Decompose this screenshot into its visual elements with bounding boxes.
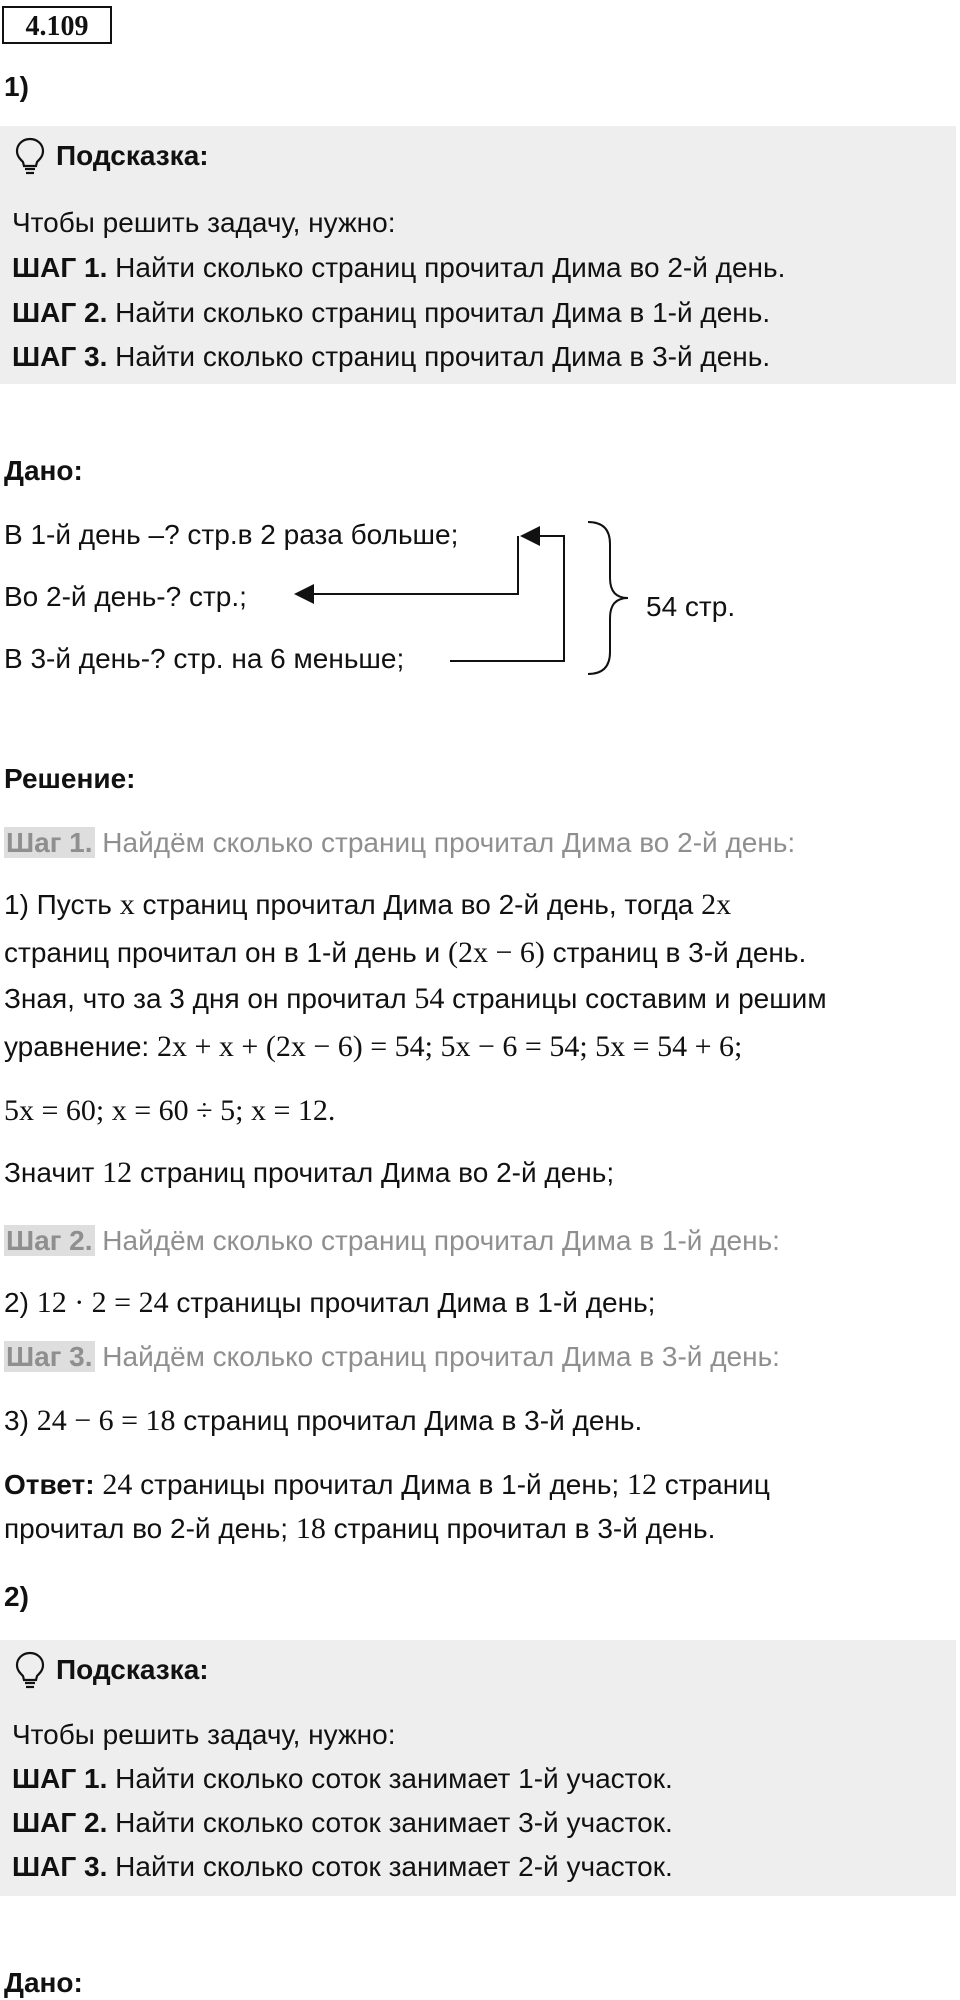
text-segment: Зная, что за 3 дня он прочитал xyxy=(4,983,415,1014)
math-segment: 18 xyxy=(295,1512,326,1545)
step-3-heading xyxy=(4,1340,780,1374)
answer-line-1 xyxy=(4,1468,770,1502)
solution-line-5: 5x = 60; x = 60 ÷ 5; x = 12. xyxy=(4,1094,336,1127)
part1-label: 1) xyxy=(4,71,29,102)
hint-step-text: Найти сколько соток занимает 1-й участок. xyxy=(107,1763,673,1794)
text-segment: страниц прочитал он в 1-й день и xyxy=(4,937,448,968)
hint-title: Подсказка: xyxy=(56,140,209,171)
lightbulb-icon xyxy=(14,136,46,176)
hint-step-text: Найти сколько страниц прочитал Дима в 1-й день. xyxy=(107,297,771,328)
answer-line-2 xyxy=(4,1512,715,1546)
given-line-2: Во 2-й день-? стр.; xyxy=(4,581,247,612)
hint-step-label: ШАГ 2. xyxy=(12,1807,108,1838)
hint-intro: Чтобы решить задачу, нужно: xyxy=(12,1719,396,1750)
text-segment: страницы прочитал Дима в 1-й день; xyxy=(168,1287,656,1318)
hint-intro: Чтобы решить задачу, нужно: xyxy=(12,207,396,238)
text-segment: Значит xyxy=(4,1157,103,1188)
math-segment: (2x − 6) xyxy=(447,936,545,969)
solution-line-4 xyxy=(4,1030,742,1064)
step-text: Найдём сколько страниц прочитал Дима во 2-й день: xyxy=(94,827,796,858)
part2-label: 2) xyxy=(4,1581,29,1612)
hint-step-text: Найти сколько страниц прочитал Дима в 3-й день. xyxy=(107,341,771,372)
math-segment: 24 xyxy=(102,1468,133,1501)
problem-number: 4.109 xyxy=(2,6,112,44)
lightbulb-icon xyxy=(14,1650,46,1690)
hint-step-label: ШАГ 3. xyxy=(12,341,108,372)
hint-step-2 xyxy=(12,1806,673,1840)
hint-step-text: Найти сколько страниц прочитал Дима во 2-й день. xyxy=(107,252,786,283)
answer-label: Ответ: xyxy=(4,1469,95,1500)
solution-line-2 xyxy=(4,936,806,970)
part2-given-title: Дано: xyxy=(4,1967,83,1998)
math-segment: x xyxy=(119,888,135,921)
math-segment: 2x xyxy=(701,888,732,921)
hint-step-text: Найти сколько соток занимает 2-й участок. xyxy=(107,1851,673,1882)
step-label: Шаг 1. xyxy=(6,827,93,858)
step-text: Найдём сколько страниц прочитал Дима в 1-й день: xyxy=(94,1225,780,1256)
text-segment: 2) xyxy=(4,1287,37,1318)
hint-step-label: ШАГ 1. xyxy=(12,1763,108,1794)
hint-step-1 xyxy=(12,1762,673,1796)
hint-title: Подсказка: xyxy=(56,1654,209,1685)
solution-line-8 xyxy=(4,1404,642,1438)
step-label: Шаг 3. xyxy=(6,1341,93,1372)
text-segment: страницы прочитал Дима в 1-й день; xyxy=(132,1469,627,1500)
hint-step-text: Найти сколько соток занимает 3-й участок. xyxy=(107,1807,673,1838)
math-segment: 12 · 2 = 24 xyxy=(36,1286,169,1319)
text-segment: страницы составим и решим xyxy=(444,983,827,1014)
hint-step-1 xyxy=(12,251,785,285)
text-segment: прочитал во 2-й день; xyxy=(4,1513,296,1544)
solution-line-1 xyxy=(4,888,731,922)
hint-step-3 xyxy=(12,340,770,374)
hint-step-2 xyxy=(12,296,770,330)
given-line-1: В 1-й день –? стр.в 2 раза больше; xyxy=(4,519,459,550)
math-segment: 24 − 6 = 18 xyxy=(36,1404,176,1437)
text-segment: страниц прочитал Дима во 2-й день; xyxy=(132,1157,615,1188)
math-segment: 2x + x + (2x − 6) = 54; 5x − 6 = 54; 5x = 54 + 6; xyxy=(156,1030,743,1063)
given-title: Дано: xyxy=(4,455,83,486)
step-text: Найдём сколько страниц прочитал Дима в 3-й день: xyxy=(94,1341,780,1372)
step-1-heading xyxy=(4,826,795,860)
hint-box-2 xyxy=(0,1640,956,1896)
hint-step-label: ШАГ 3. xyxy=(12,1851,108,1882)
hint-step-label: ШАГ 1. xyxy=(12,252,108,283)
text-segment: страниц прочитал в 3-й день. xyxy=(325,1513,716,1544)
solution-line-6 xyxy=(4,1156,614,1190)
text-segment: страниц xyxy=(656,1469,770,1500)
hint-step-label: ШАГ 2. xyxy=(12,297,108,328)
solution-title: Решение: xyxy=(4,763,136,794)
solution-line-7 xyxy=(4,1286,655,1320)
text-segment: уравнение: xyxy=(4,1031,157,1062)
step-2-heading xyxy=(4,1224,780,1258)
math-segment: 12 xyxy=(626,1468,657,1501)
text-segment: страниц в 3-й день. xyxy=(544,937,807,968)
math-segment: 12 xyxy=(102,1156,133,1189)
text-segment: 3) xyxy=(4,1405,37,1436)
text-segment: страниц прочитал Дима во 2-й день, тогда xyxy=(134,889,702,920)
hint-step-3 xyxy=(12,1850,673,1884)
hint-box-1 xyxy=(0,126,956,384)
given-total: 54 стр. xyxy=(646,591,736,622)
math-segment: 54 xyxy=(414,982,445,1015)
given-line-3: В 3-й день-? стр. на 6 меньше; xyxy=(4,643,405,674)
solution-line-3 xyxy=(4,982,827,1016)
text-segment: страниц прочитал Дима в 3-й день. xyxy=(175,1405,643,1436)
step-label: Шаг 2. xyxy=(6,1225,93,1256)
text-segment: 1) Пусть xyxy=(4,889,120,920)
